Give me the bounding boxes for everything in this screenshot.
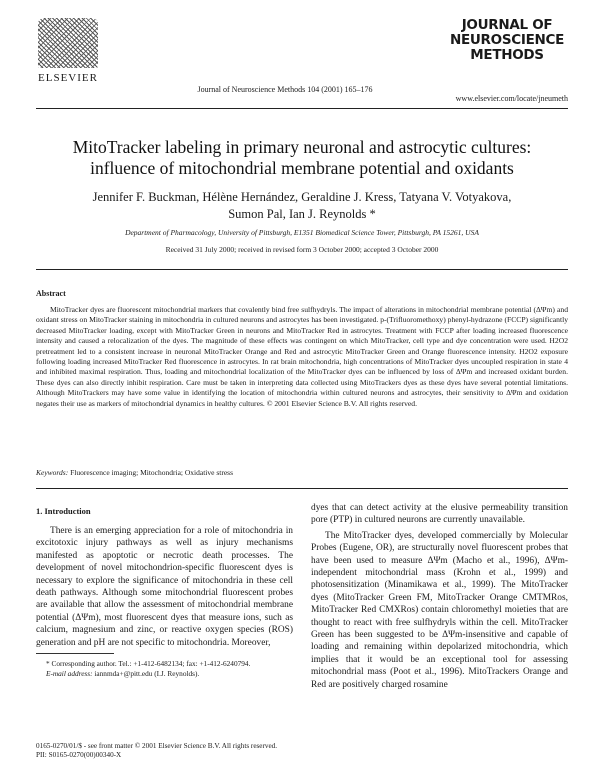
journal-logo [449, 18, 565, 63]
pii-line: PII: S0165-0270(00)00340-X [36, 751, 122, 759]
publisher-name: ELSEVIER [38, 72, 98, 84]
section-heading: 1. Introduction [36, 506, 91, 516]
article-title [36, 137, 568, 179]
footnote [36, 659, 293, 678]
title-line-2: influence of mitochondrial membrane potential and oxidants [90, 158, 514, 178]
title-divider [36, 269, 568, 270]
footnote-divider [36, 653, 114, 654]
journal-citation: Journal of Neuroscience Methods 104 (2001) 165–176 [197, 85, 373, 94]
corresponding-author: * Corresponding author. Tel.: +1-412-6482134; fax: +1-412-6240794. [46, 659, 251, 668]
keywords-list: Fluorescence imaging; Mitochondria; Oxidative stress [70, 468, 233, 477]
author-list [36, 189, 568, 223]
journal-logo-line-1: JOURNAL OF [461, 17, 553, 33]
column-2 [311, 502, 568, 691]
title-line-1: MitoTracker labeling in primary neuronal and astrocytic cultures: [72, 137, 532, 157]
copyright-block [36, 742, 436, 760]
keywords [36, 468, 568, 477]
keywords-divider [36, 488, 568, 489]
journal-logo-line-3: METHODS [470, 47, 544, 63]
authors-line-1: Jennifer F. Buckman, Hélène Hernández, Geraldine J. Kress, Tatyana V. Votyakova, [92, 190, 512, 204]
column-2-paragraph-2: The MitoTracker dyes, developed commercially by Molecular Probes (Eugene, OR), are structurally novel fluorescent probes that have been used to measure ΔΨm (Macho et al., 1996), ΔΨm-independent mitochondrial mass (Krohn et al., 1999) and photosensitization (Minamikawa et al., 1999). The MitoTracker dyes (MitoTracker Green FM, MitoTracker Orange CMTMRos, MitoTracker Red CMXRos) contain chloromethyl moieties that are thought to react with free sulfhydryls within the cell. MitoTracker Green has been suggested to be ΔΨm-insensitive and capable of loading and remaining within depolarized mitochondria, which implies that it would be an exceptional tool for assessing mitochondrial mass (Poot et al., 1996). MitoTrackers Orange and Red are positively charged rosamine [311, 530, 568, 690]
elsevier-tree-logo [38, 18, 98, 68]
header-divider [36, 108, 568, 109]
keywords-label: Keywords: [36, 468, 69, 477]
journal-url[interactable]: www.elsevier.com/locate/jneumeth [455, 94, 568, 103]
affiliation: Department of Pharmacology, University of Pittsburgh, E1351 Biomedical Science Tower, Pittsburgh, PA 15261, USA [125, 228, 479, 237]
journal-logo-line-2: NEUROSCIENCE [449, 32, 565, 48]
abstract-text: MitoTracker dyes are fluorescent mitochondrial markers that covalently bind free sulfhydryls. The impact of alterations in mitochondrial membrane potential (ΔΨm) and oxidant stress on MitoTracker staining in mitochondria in cultured neurons and astrocytes has been investigated. p-(Trifluoromethoxy) phenyl-hydrazone (FCCP) significantly decreased MitoTracker loading, except with MitoTracker Green in neurons and MitoTracker Red in astrocytes. Treatment with FCCP after loading increased fluorescence intensity and caused a relocalization of the dyes. The magnitude of these effects was contingent on which MitoTracker, cell type and dye concentration were used. H2O2 pretreatment led to a consistent increase in neuronal MitoTracker Orange and Red and astrocytic MitoTracker Green and Orange fluorescence intensity. H2O2 exposure following loading increased MitoTracker Red fluorescence in astrocytes. In rat brain mitochondria, high concentrations of MitoTracker dyes uncoupled respiration in state 4 and inhibited maximal respiration. Thus, loading and mitochondrial localization of the MitoTracker dyes can be influenced by loss of ΔΨm and increased oxidant burden. These dyes can also directly inhibit respiration. Care must be taken in interpreting data collected using MitoTrackers dyes as these dyes have several potential limitations. Although MitoTrackers may have some value in identifying the location of mitochondria within cultured neurons and astrocytes, their sensitivity to ΔΨm and oxidation negates their use as markers of mitochondrial dynamics in healthy cultures. © 2001 Elsevier Science B.V. All rights reserved. [36, 305, 568, 408]
abstract-heading: Abstract [36, 289, 66, 298]
email-address[interactable]: iannmda+@pitt.edu (I.J. Reynolds). [94, 668, 200, 678]
column-2-paragraph-1: dyes that can detect activity at the elusive permeability transition pore (PTP) in cultured neurons are currently unavailable. [311, 503, 568, 526]
issn-line: 0165-0270/01/$ - see front matter © 2001 Elsevier Science B.V. All rights reserved. [36, 742, 278, 750]
email-label: E-mail address: [46, 668, 93, 678]
received-dates: Received 31 July 2000; received in revised form 3 October 2000; accepted 3 October 2000 [165, 245, 439, 254]
authors-line-2: Sumon Pal, Ian J. Reynolds * [228, 207, 376, 221]
column-1-text: There is an emerging appreciation for a role of mitochondria in excitotoxic injury pathways as well as injury mechanisms manifested as apoptotic or necrotic death processes. The development of novel mitochondrion-specific fluorescent dyes is necessary to explore the significance of mitochondria in these cell death pathways. Although some mitochondrial fluorescent probes are available that allow the assessment of mitochondrial membrane potential (ΔΨm), most fluorescent dyes that measure ions, such as calcium, magnesium and zinc, or reactive oxygen species (ROS) generation and pH are not specific to mitochondria. Moreover, [36, 526, 293, 648]
